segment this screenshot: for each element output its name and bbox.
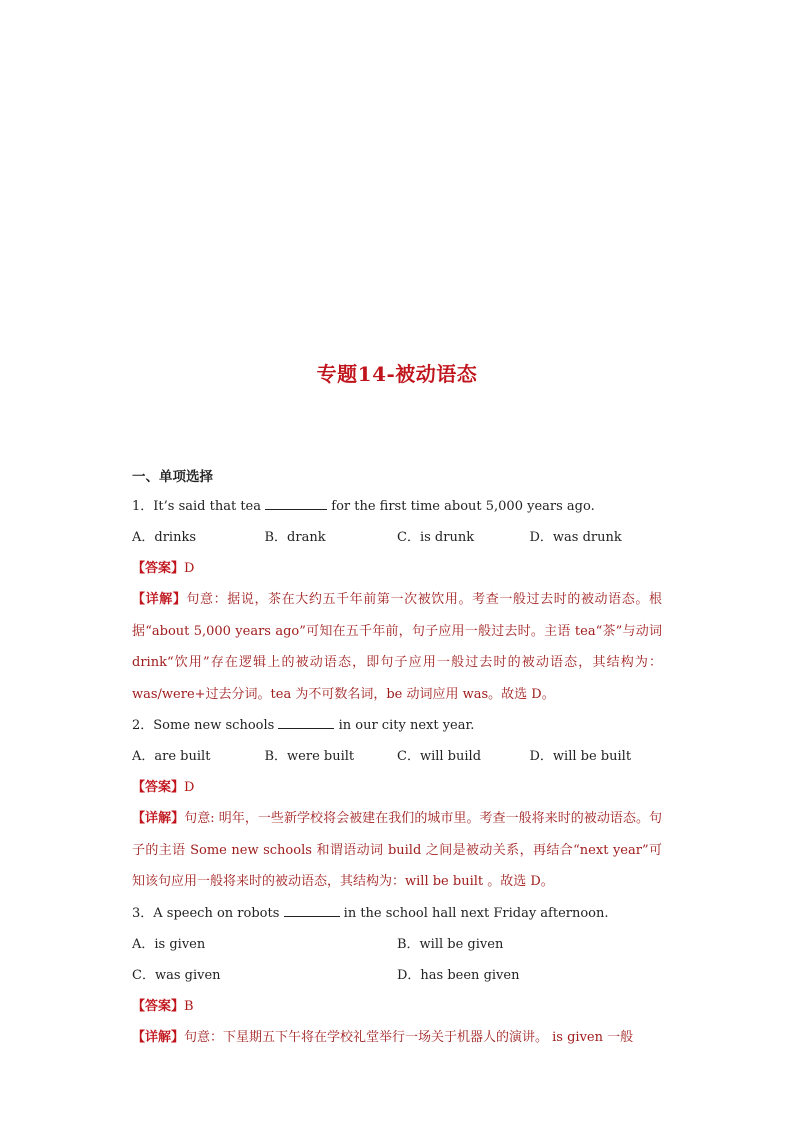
options-row — [132, 522, 662, 553]
document-body — [132, 465, 662, 1053]
option-c: C．was given — [132, 967, 221, 983]
option-c: C．is drunk — [397, 530, 475, 545]
question-number: 2． — [132, 718, 154, 733]
answer-line — [132, 772, 662, 803]
option-a: A．drinks — [132, 530, 197, 545]
detail-paragraph — [132, 803, 662, 898]
options-row — [132, 929, 662, 960]
detail-label: 【详解】 — [132, 1029, 185, 1045]
option-d: D．will be built — [529, 749, 632, 764]
stem-after: in the school hall next Friday afternoon. — [343, 905, 609, 921]
answer-blank — [265, 497, 327, 510]
answer-blank — [278, 716, 334, 729]
stem-before: Some new schools — [153, 718, 275, 733]
option-d: D．has been given — [397, 967, 520, 983]
option-c: C．will build — [397, 749, 482, 764]
answer-label: 【答案】 — [132, 561, 185, 576]
detail-paragraph — [132, 1022, 662, 1054]
option-b: B．were built — [264, 749, 355, 764]
detail-text: 句意：据说，茶在大约五千年前第一次被饮用。考查一般过去时的被动语态。根据“about 5,000 years ago”可知在五千年前，句子应用一般过去时。主语 tea“茶”与动词 drink“饮用”存在逻辑上的被动语态，即句子应用一般过去时的被动语态，其结构为：was/were+过去分词。tea 为不可数名词，be 动词应用 was。故选 D。 — [132, 592, 662, 702]
stem-after: in our city next year. — [338, 718, 475, 733]
answer-line — [132, 553, 662, 584]
section-heading: 一、单项选择 — [132, 469, 213, 485]
answer-value: D — [184, 780, 195, 795]
answer-line — [132, 991, 662, 1022]
detail-text: 句意：下星期五下午将在学校礼堂举行一场关于机器人的演讲。 is given 一般 — [184, 1029, 634, 1045]
answer-label: 【答案】 — [132, 780, 185, 795]
stem-before: It’s said that tea — [153, 499, 261, 514]
question-stem — [132, 710, 662, 741]
option-b: B．drank — [264, 530, 326, 545]
answer-label: 【答案】 — [132, 998, 185, 1014]
detail-text: 句意: 明年，一些新学校将会被建在我们的城市里。考查一般将来时的被动语态。句子的主语 Some new schools 和谓语动词 build 之间是被动关系，再结合“next year”可知该句应用一般将来时的被动语态，其结构为：will be built 。故选 D。 — [132, 811, 662, 889]
answer-value: D — [184, 561, 195, 576]
answer-blank — [284, 904, 340, 917]
answer-value: B — [184, 998, 194, 1014]
page-title: 专题14-被动语态 — [316, 362, 478, 386]
stem-before: A speech on robots — [153, 905, 280, 921]
question-number: 1． — [132, 499, 154, 514]
question-number: 3． — [132, 905, 154, 921]
detail-paragraph — [132, 584, 662, 710]
detail-label: 【详解】 — [132, 811, 185, 826]
options-row — [132, 960, 662, 991]
stem-after: for the first time about 5,000 years ago. — [331, 499, 595, 514]
option-a: A．are built — [132, 749, 211, 764]
detail-label: 【详解】 — [132, 592, 187, 607]
option-a: A．is given — [132, 936, 206, 952]
question-stem — [132, 898, 662, 929]
option-b: B．will be given — [397, 936, 504, 952]
question-stem — [132, 491, 662, 522]
option-d: D．was drunk — [529, 530, 622, 545]
options-row — [132, 741, 662, 772]
